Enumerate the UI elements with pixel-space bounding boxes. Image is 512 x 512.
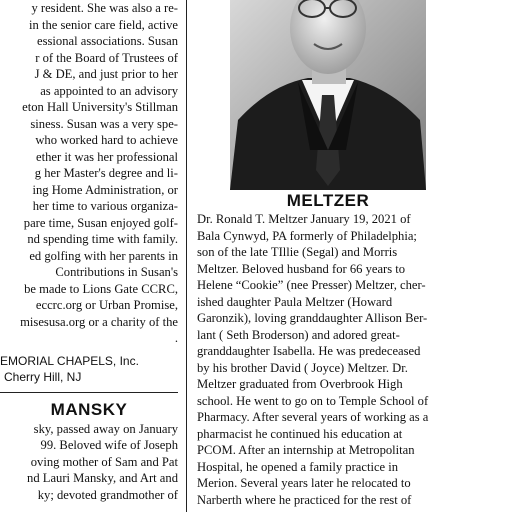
text-line: PCOM. After an internship at Metropolitan — [197, 443, 415, 457]
text-line: Garonzik), loving granddaughter Allison Ber- — [197, 311, 428, 325]
left-next-paragraph — [0, 421, 178, 504]
text-line: Contributions in Susan's — [55, 265, 178, 279]
text-line: be made to Lions Gate CCRC, — [24, 281, 178, 296]
text-line: y resident. She was also a re- — [31, 1, 178, 15]
obituary-heading-meltzer: MELTZER — [286, 191, 370, 210]
text-line: Dr. Ronald T. Meltzer January 19, 2021 of — [197, 212, 411, 226]
text-line: nd Lauri Mansky, and Art and — [27, 471, 178, 485]
text-line: eton Hall University's Stillman — [22, 100, 178, 114]
portrait-photo-image — [230, 0, 426, 190]
text-line: Narberth where he practiced for the rest of — [197, 492, 412, 507]
text-line: ether it was her professional — [36, 149, 178, 164]
obituary-heading-mansky: MANSKY — [50, 399, 128, 419]
text-line: oving mother of Sam and Pat — [30, 454, 178, 469]
text-line: granddaughter Isabella. He was predeceased — [197, 344, 421, 358]
funeral-home-name: EMORIAL CHAPELS, Inc. — [0, 353, 139, 368]
text-line: son of the late TIllie (Segal) and Morris — [197, 245, 398, 259]
text-line: pare time, Susan enjoyed golf- — [23, 215, 178, 230]
text-line: Pharmacy. After several years of working as a — [197, 410, 429, 424]
text-line: in the senior care field, active — [29, 17, 178, 32]
text-line: eccrc.org or Urban Promise, — [35, 298, 178, 312]
text-line: J & DE, and just prior to her — [34, 67, 178, 81]
text-line: 99. Beloved wife of Joseph — [40, 438, 178, 452]
text-line: Bala Cynwyd, PA formerly of Philadelphia; — [197, 228, 417, 243]
text-line: her time to various organiza- — [32, 199, 178, 213]
funeral-home-location: Cherry Hill, NJ — [4, 370, 82, 384]
text-line: r of the Board of Trustees of — [35, 50, 178, 65]
left-paragraph — [0, 0, 178, 347]
text-line: lant ( Seth Broderson) and adored great- — [197, 327, 400, 342]
text-line: Meltzer. Beloved husband for 66 years to — [197, 261, 406, 276]
text-line: ed golfing with her parents in — [29, 248, 178, 263]
text-line: Merion. Several years later he relocated to — [197, 476, 411, 490]
text-line: school. He went to go on to Temple School of — [197, 393, 429, 408]
text-line: as appointed to an advisory — [40, 83, 178, 98]
text-line: ing Home Administration, or — [32, 182, 178, 197]
text-line: misesusa.org or a charity of the — [20, 314, 178, 329]
text-line: who worked hard to achieve — [35, 133, 178, 147]
text-line: g her Master's degree and li- — [34, 166, 178, 180]
text-line: ky; devoted grandmother of — [37, 487, 178, 502]
text-line: by his brother David ( Joyce) Meltzer. Dr. — [197, 360, 408, 375]
text-line: Hospital, he opened a family practice in — [197, 459, 399, 474]
text-line: nd spending time with family. — [27, 232, 178, 246]
text-line: pharmacist he continued his education at — [197, 426, 403, 441]
text-line: sky, passed away on January — [33, 421, 178, 436]
text-line: essional associations. Susan — [37, 34, 178, 48]
portrait-photo — [230, 0, 426, 190]
column-rule — [186, 0, 187, 512]
text-line: ished daughter Paula Meltzer (Howard — [197, 294, 393, 309]
right-paragraph — [197, 211, 459, 508]
text-line: . — [174, 331, 178, 345]
text-line: Helene “Cookie” (nee Presser) Meltzer, cher- — [197, 278, 426, 292]
text-line: Meltzer graduated from Overbrook High — [197, 377, 403, 391]
text-line: siness. Susan was a very spe- — [30, 116, 178, 131]
left-column — [0, 0, 178, 503]
